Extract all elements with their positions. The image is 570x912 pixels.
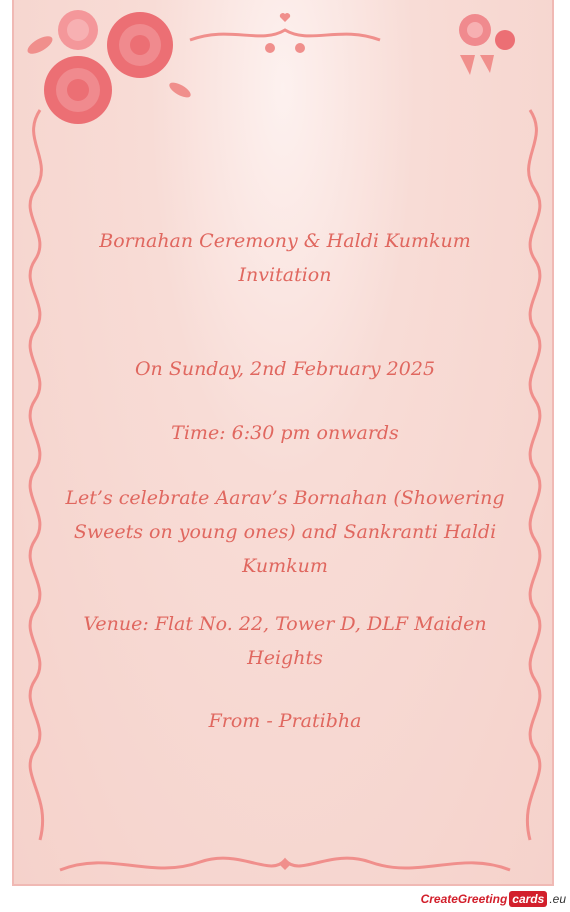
event-time: Time: 6:30 pm onwards [171,422,399,444]
scroll-border [30,30,540,870]
rose-cluster-right [459,14,515,75]
brand-logo[interactable] [421,888,566,910]
event-date: On Sunday, 2nd February 2025 [134,358,436,380]
brand-logo-part3: .eu [549,892,566,906]
invitation-title: Bornahan Ceremony & Haldi Kumkum Invitation [99,230,471,286]
event-message: Let’s celebrate Aarav’s Bornahan (Showering Sweets on young ones) and Sankranti Haldi Kumkum [65,487,505,577]
brand-logo-part2: cards [509,891,547,907]
brand-logo-part1: CreateGreeting [420,892,508,906]
event-venue: Venue: Flat No. 22, Tower D, DLF Maiden Heights [83,613,487,669]
event-host: From - Pratibha [208,710,362,732]
rose-cluster-left [25,10,193,124]
